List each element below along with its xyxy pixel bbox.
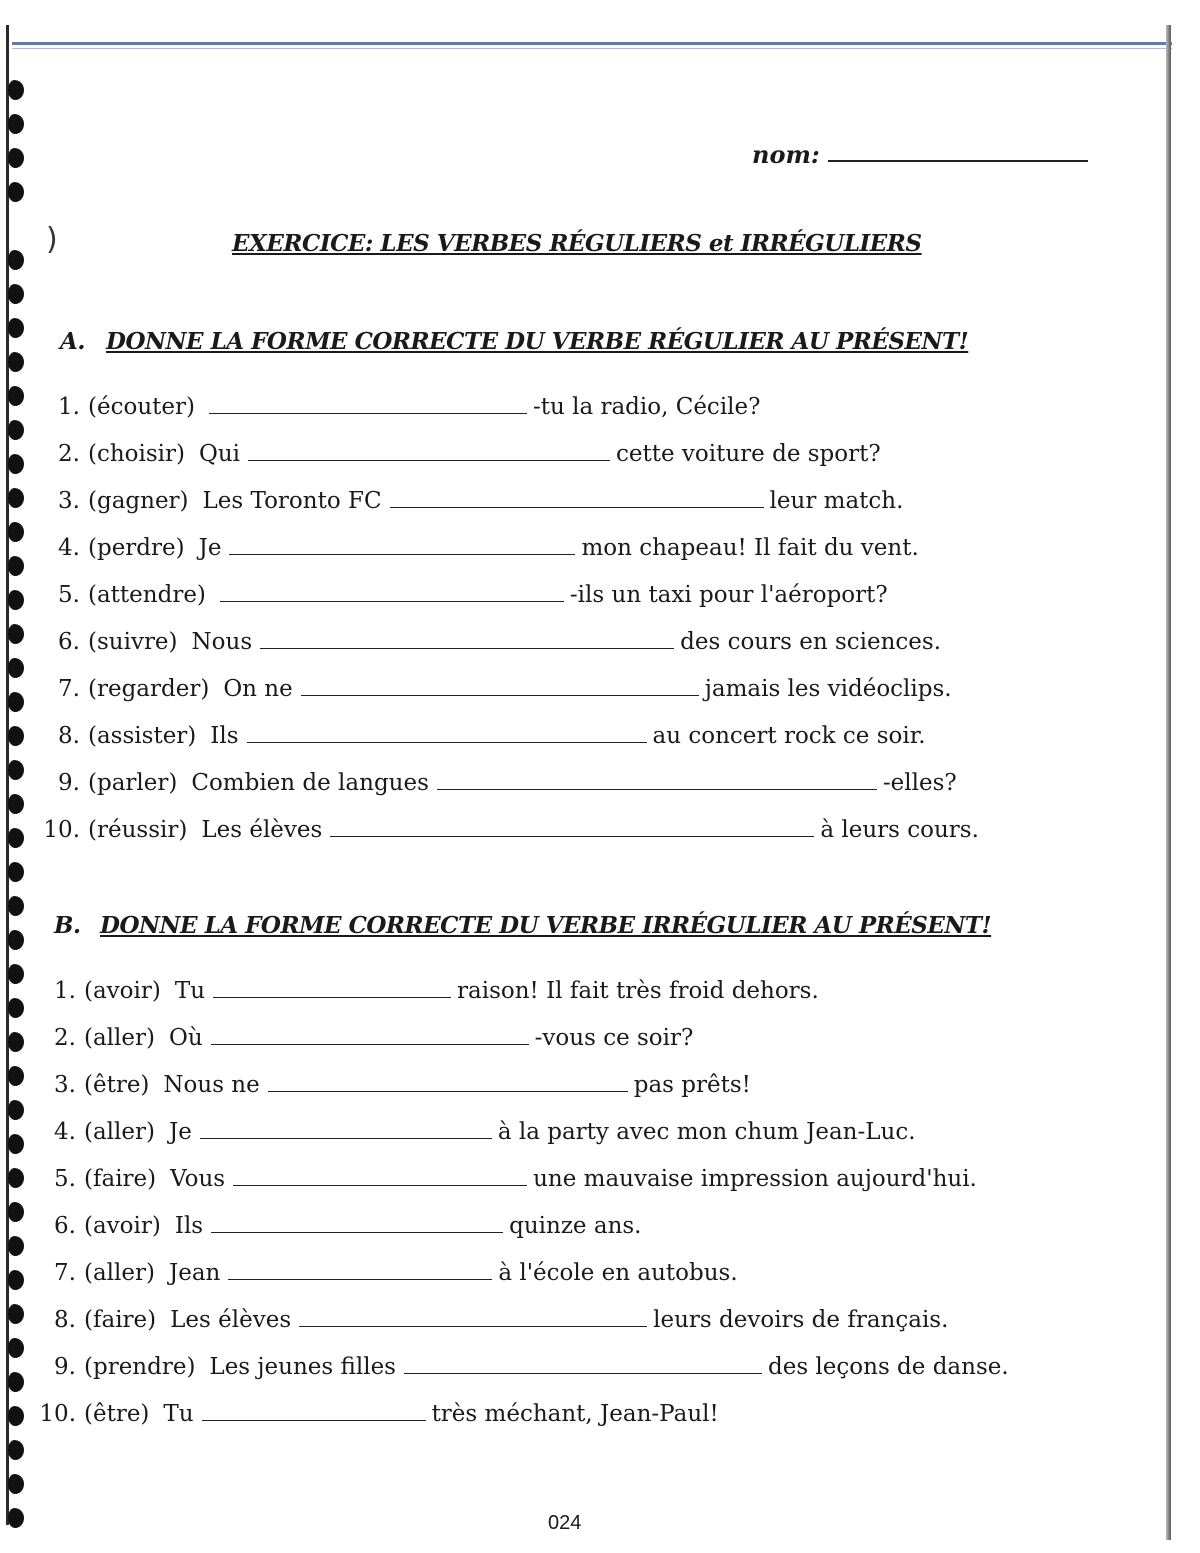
sentence-end: cette voiture de sport? (616, 441, 881, 467)
exercise-item (40, 676, 952, 702)
item-number: 3. (58, 488, 80, 514)
verb-infinitive: (aller) (84, 1260, 155, 1286)
verb-infinitive: (assister) (88, 723, 197, 749)
answer-blank[interactable] (211, 1026, 529, 1045)
answer-blank[interactable] (248, 442, 610, 461)
sentence-end: mon chapeau! Il fait du vent. (581, 535, 919, 561)
page-right-edge (1166, 25, 1171, 1540)
sentence-start: On ne (223, 676, 293, 702)
binder-hole-icon (8, 1304, 24, 1324)
verb-infinitive: (aller) (84, 1025, 155, 1051)
sentence-end: quinze ans. (509, 1213, 642, 1239)
sentence-start: Ils (210, 723, 239, 749)
item-number: 8. (58, 723, 80, 749)
sentence-end: à leurs cours. (820, 817, 979, 843)
binder-hole-icon (8, 488, 24, 508)
exercise-item (40, 817, 979, 843)
exercise-item (40, 582, 888, 608)
sentence-start: Les élèves (170, 1307, 292, 1333)
exercise-item (40, 723, 926, 749)
page-number: 024 (548, 1512, 582, 1534)
binder-hole-icon (8, 828, 24, 848)
answer-blank[interactable] (200, 1120, 492, 1139)
answer-blank[interactable] (209, 395, 527, 414)
sentence-start: Les jeunes filles (209, 1354, 396, 1380)
exercise-item (36, 1401, 719, 1427)
exercise-item (36, 1354, 1009, 1380)
binder-hole-icon (8, 1338, 24, 1358)
sentence-start: Tu (163, 1401, 194, 1427)
verb-infinitive: (faire) (84, 1307, 157, 1333)
verb-infinitive: (réussir) (88, 817, 188, 843)
binder-hole-icon (8, 658, 24, 678)
verb-infinitive: (aller) (84, 1119, 155, 1145)
exercise-item (40, 394, 760, 420)
item-number: 2. (58, 441, 80, 467)
item-number: 4. (54, 1119, 76, 1145)
verb-infinitive: (prendre) (84, 1354, 196, 1380)
item-number: 5. (54, 1166, 76, 1192)
binder-hole-icon (8, 318, 24, 338)
section-b-letter: B. (54, 912, 81, 939)
sentence-end: une mauvaise impression aujourd'hui. (533, 1166, 977, 1192)
answer-blank[interactable] (247, 724, 647, 743)
binder-hole-icon (8, 896, 24, 916)
sentence-start: Combien de langues (191, 770, 429, 796)
answer-blank[interactable] (233, 1167, 527, 1186)
sentence-end: -elles? (882, 770, 957, 796)
sentence-start: Jean (168, 1260, 221, 1286)
sentence-start: Je (168, 1119, 192, 1145)
binder-hole-icon (8, 80, 24, 100)
answer-blank[interactable] (330, 818, 814, 837)
answer-blank[interactable] (404, 1355, 762, 1374)
sentence-start: Les Toronto FC (202, 488, 382, 514)
name-label: nom: (752, 140, 820, 169)
section-a-heading (60, 328, 968, 355)
binder-hole-icon (8, 1202, 24, 1222)
sentence-end: -vous ce soir? (534, 1025, 694, 1051)
verb-infinitive: (regarder) (88, 676, 210, 702)
sentence-start: Nous ne (163, 1072, 260, 1098)
answer-blank[interactable] (228, 1261, 492, 1280)
verb-infinitive: (gagner) (88, 488, 189, 514)
sentence-start: Ils (174, 1213, 204, 1239)
sentence-end: à l'école en autobus. (498, 1260, 738, 1286)
verb-infinitive: (écouter) (88, 394, 195, 420)
binder-hole-icon (8, 930, 24, 950)
binder-hole-icon (8, 964, 24, 984)
item-number: 1. (54, 978, 76, 1004)
binder-hole-icon (8, 420, 24, 440)
binder-hole-icon (8, 590, 24, 610)
exercise-item (36, 978, 819, 1004)
binder-hole-icon (8, 1372, 24, 1392)
exercise-item (40, 629, 941, 655)
verb-infinitive: (avoir) (84, 1213, 161, 1239)
exercise-item (36, 1213, 642, 1239)
item-number: 10. (43, 817, 80, 843)
binder-hole-icon (8, 556, 24, 576)
item-number: 1. (58, 394, 80, 420)
pencil-mark: ) (46, 222, 58, 257)
binder-hole-icon (8, 114, 24, 134)
item-number: 8. (54, 1307, 76, 1333)
sentence-end: des cours en sciences. (680, 629, 942, 655)
name-blank-line[interactable] (828, 160, 1088, 162)
verb-infinitive: (avoir) (84, 978, 161, 1004)
verb-infinitive: (choisir) (88, 441, 185, 467)
binding-holes (8, 80, 30, 1530)
verb-infinitive: (perdre) (88, 535, 185, 561)
binder-hole-icon (8, 692, 24, 712)
sentence-end: à la party avec mon chum Jean-Luc. (497, 1119, 916, 1145)
answer-blank[interactable] (260, 630, 674, 649)
exercise-item (36, 1025, 693, 1051)
sentence-start: Je (198, 535, 222, 561)
binder-hole-icon (8, 1440, 24, 1460)
binder-hole-icon (8, 726, 24, 746)
verb-infinitive: (suivre) (88, 629, 178, 655)
verb-infinitive: (attendre) (88, 582, 206, 608)
item-number: 4. (58, 535, 80, 561)
answer-blank[interactable] (229, 536, 575, 555)
section-b-instructions: DONNE LA FORME CORRECTE DU VERBE IRRÉGULIER AU PRÉSENT! (100, 912, 992, 939)
sentence-end: -ils un taxi pour l'aéroport? (569, 582, 888, 608)
top-rule (12, 42, 1172, 45)
binder-hole-icon (8, 1236, 24, 1256)
binder-hole-icon (8, 1134, 24, 1154)
binder-hole-icon (8, 862, 24, 882)
binder-hole-icon (8, 386, 24, 406)
answer-blank[interactable] (202, 1402, 426, 1421)
sentence-end: leurs devoirs de français. (653, 1307, 949, 1333)
binder-hole-icon (8, 794, 24, 814)
sentence-end: leur match. (769, 488, 904, 514)
binder-hole-icon (8, 522, 24, 542)
binder-hole-icon (8, 284, 24, 304)
binder-hole-icon (8, 760, 24, 780)
binder-hole-icon (8, 250, 24, 270)
item-number: 6. (58, 629, 80, 655)
sentence-start: Où (168, 1025, 203, 1051)
verb-infinitive: (être) (84, 1072, 150, 1098)
verb-infinitive: (faire) (84, 1166, 157, 1192)
binder-hole-icon (8, 1406, 24, 1426)
item-number: 10. (39, 1401, 76, 1427)
exercise-item (40, 770, 957, 796)
binder-hole-icon (8, 1066, 24, 1086)
sentence-start: Qui (199, 441, 241, 467)
section-a-letter: A. (60, 328, 85, 355)
sentence-start: Tu (174, 978, 206, 1004)
answer-blank[interactable] (268, 1073, 628, 1092)
item-number: 7. (58, 676, 80, 702)
top-rule-thin (12, 48, 1172, 49)
binder-hole-icon (8, 1270, 24, 1290)
item-number: 9. (58, 770, 80, 796)
binder-hole-icon (8, 1508, 24, 1528)
sentence-start: Nous (191, 629, 253, 655)
item-number: 2. (54, 1025, 76, 1051)
exercise-item (36, 1119, 916, 1145)
sentence-end: des leçons de danse. (767, 1354, 1009, 1380)
binder-hole-icon (8, 624, 24, 644)
exercise-item (36, 1307, 948, 1333)
sentence-end: très méchant, Jean-Paul! (431, 1401, 719, 1427)
exercise-item (36, 1072, 751, 1098)
binder-hole-icon (8, 454, 24, 474)
exercise-item (40, 441, 881, 467)
sentence-end: -tu la radio, Cécile? (532, 394, 761, 420)
sentence-end: jamais les vidéoclips. (704, 676, 952, 702)
binder-hole-icon (8, 998, 24, 1018)
sentence-start: Vous (170, 1166, 226, 1192)
item-number: 6. (54, 1213, 76, 1239)
sentence-end: au concert rock ce soir. (652, 723, 926, 749)
sentence-start: Les élèves (201, 817, 323, 843)
exercise-item (40, 488, 903, 514)
answer-blank[interactable] (211, 1214, 503, 1233)
binder-hole-icon (8, 1474, 24, 1494)
binder-hole-icon (8, 352, 24, 372)
exercise-item (36, 1166, 977, 1192)
binder-hole-icon (8, 148, 24, 168)
worksheet-title: EXERCICE: LES VERBES RÉGULIERS et IRRÉGULIERS (232, 230, 922, 257)
sentence-end: raison! Il fait très froid dehors. (457, 978, 819, 1004)
item-number: 5. (58, 582, 80, 608)
exercise-item (40, 535, 919, 561)
item-number: 9. (54, 1354, 76, 1380)
verb-infinitive: (être) (84, 1401, 150, 1427)
answer-blank[interactable] (437, 771, 877, 790)
section-b-heading (54, 912, 991, 939)
answer-blank[interactable] (220, 583, 564, 602)
answer-blank[interactable] (301, 677, 699, 696)
verb-infinitive: (parler) (88, 770, 178, 796)
binder-hole-icon (8, 1032, 24, 1052)
item-number: 3. (54, 1072, 76, 1098)
binder-hole-icon (8, 1100, 24, 1120)
answer-blank[interactable] (213, 979, 451, 998)
exercise-item (36, 1260, 738, 1286)
answer-blank[interactable] (299, 1308, 647, 1327)
section-a-instructions: DONNE LA FORME CORRECTE DU VERBE RÉGULIER AU PRÉSENT! (106, 328, 969, 355)
sentence-end: pas prêts! (633, 1072, 751, 1098)
answer-blank[interactable] (390, 489, 764, 508)
item-number: 7. (54, 1260, 76, 1286)
binder-hole-icon (8, 1168, 24, 1188)
binder-hole-icon (8, 182, 24, 202)
